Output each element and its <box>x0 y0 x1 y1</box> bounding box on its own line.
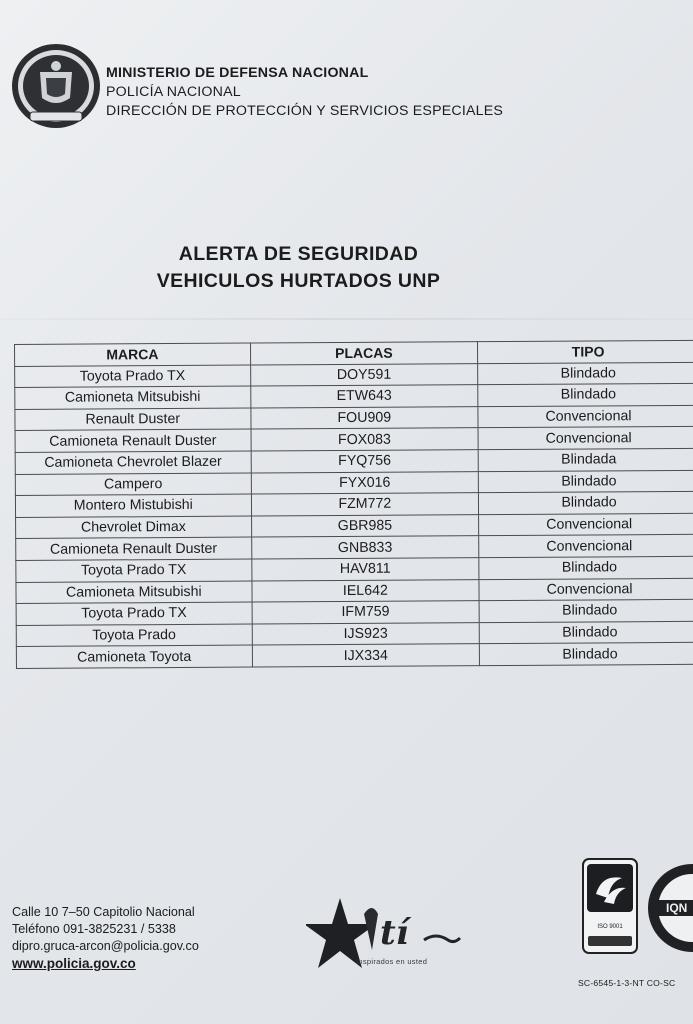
cell-tipo: Blindado <box>479 621 693 644</box>
footer-address: Calle 10 7–50 Capitolio Nacional <box>12 905 195 919</box>
column-header-tipo: TIPO <box>478 340 693 363</box>
cell-placa: FOU909 <box>250 406 478 429</box>
footer-phone: Teléfono 091-3825231 / 5338 <box>12 922 176 936</box>
svg-text:tí: tí <box>380 913 409 953</box>
cell-marca: Chevrolet Dimax <box>16 516 252 539</box>
header-block <box>106 64 503 121</box>
cell-marca: Toyota Prado TX <box>16 559 252 582</box>
cell-marca: Toyota Prado <box>16 624 252 647</box>
cell-placa: FZM772 <box>251 493 479 516</box>
cell-tipo: Convencional <box>478 405 693 428</box>
footer-email[interactable]: dipro.gruca-arcon@policia.gov.co <box>12 939 199 953</box>
cell-marca: Camioneta Mitsubishi <box>15 386 251 409</box>
cell-marca: Camioneta Chevrolet Blazer <box>15 451 251 474</box>
document-title-line1: ALERTA DE SEGURIDAD <box>178 243 419 265</box>
paper-fold <box>0 318 693 320</box>
column-header-marca: MARCA <box>15 343 251 366</box>
cell-tipo: Convencional <box>479 513 693 536</box>
cell-tipo: Convencional <box>479 535 693 558</box>
cell-placa: FOX083 <box>251 428 479 451</box>
cell-placa: FYX016 <box>251 471 479 494</box>
svg-text:IQN: IQN <box>666 901 688 915</box>
cell-tipo: Blindado <box>478 362 693 385</box>
cell-tipo: Blindado <box>478 470 693 493</box>
cell-placa: FYQ756 <box>251 450 479 473</box>
stolen-vehicles-table <box>14 340 693 669</box>
cell-placa: HAV811 <box>251 558 479 581</box>
cell-tipo: Blindado <box>479 599 693 622</box>
iso-label: ISO 9001 <box>597 924 623 930</box>
cell-tipo: Convencional <box>478 427 693 450</box>
cell-marca: Camioneta Toyota <box>16 645 252 668</box>
cell-tipo: Blindado <box>479 491 693 514</box>
footer-contact <box>12 904 199 972</box>
institutional-star-logo-icon <box>306 892 466 976</box>
cell-tipo: Blindado <box>479 556 693 579</box>
cell-marca: Camioneta Mitsubishi <box>16 581 252 604</box>
police-seal-icon <box>10 42 102 130</box>
footer-website-link[interactable]: www.policia.gov.co <box>12 956 136 971</box>
cell-placa: IJS923 <box>252 622 480 645</box>
cell-marca: Renault Duster <box>15 408 251 431</box>
cell-placa: DOY591 <box>250 363 478 386</box>
table-row <box>16 643 693 669</box>
iqnet-certification-badge-icon <box>646 860 693 952</box>
direction-name: DIRECCIÓN DE PROTECCIÓN Y SERVICIOS ESPECIALES <box>106 103 504 119</box>
cell-tipo: Blindado <box>479 643 693 666</box>
ministry-name: MINISTERIO DE DEFENSA NACIONAL <box>106 65 369 81</box>
certification-code: SC-6545-1-3-NT CO-SC <box>578 978 676 988</box>
cell-tipo: Blindado <box>478 384 693 407</box>
cell-marca: Toyota Prado TX <box>16 602 252 625</box>
cell-marca: Toyota Prado TX <box>15 365 251 388</box>
cell-marca: Campero <box>15 473 251 496</box>
cell-placa: IJX334 <box>252 644 480 667</box>
cell-placa: ETW643 <box>250 385 478 408</box>
cell-marca: Camioneta Renault Duster <box>15 429 251 452</box>
cell-tipo: Blindada <box>478 448 693 471</box>
police-name: POLICÍA NACIONAL <box>106 84 241 100</box>
document-title-line2: VEHICULOS HURTADOS UNP <box>156 270 441 292</box>
cell-tipo: Convencional <box>479 578 693 601</box>
cell-marca: Montero Mistubishi <box>15 494 251 517</box>
cell-placa: IEL642 <box>252 579 480 602</box>
cell-placa: IFM759 <box>252 601 480 624</box>
logo-tagline: Inspirados en usted <box>356 957 428 966</box>
cell-marca: Camioneta Renault Duster <box>16 537 252 560</box>
cell-placa: GNB833 <box>251 536 479 559</box>
column-header-placas: PLACAS <box>250 342 478 365</box>
cell-placa: GBR985 <box>251 514 479 537</box>
iso-certification-badge-icon <box>582 858 638 954</box>
